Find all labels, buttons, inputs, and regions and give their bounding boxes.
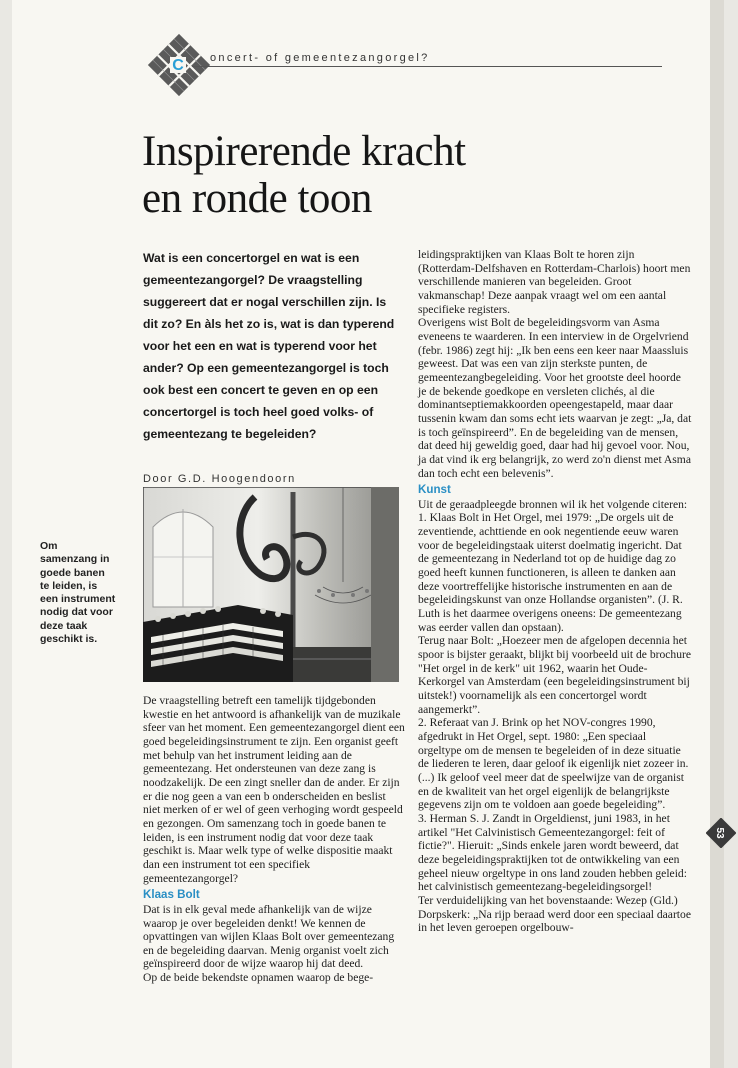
col2-paragraph: Terug naar Bolt: „Hoezeer men de afgelopen decennia het spoor is bijster geraakt, blijkt bij voorbeeld uit de brochure "Het orgel in de kerk" uit 1962, waarin het Oude-Kerkorgel van Amsterdam (een begeleidingsinstrument bij uitstek!) voornamelijk als een concertorgel wordt aangemerkt”. [418,634,692,716]
svg-text:C: C [172,57,184,74]
col2-paragraph: 1. Klaas Bolt in Het Orgel, mei 1979: „De orgels uit de zeventiende, achttiende en ook negentiende eeuw waren voor de begeleidingstaak uiterst doelmatig ingericht. Dat de gemeentezang in Nederland tot op de huidige dag zo goed heeft kunnen functioneren, is alleen te danken aan deze voortreffelijke historische instrumenten en aan de begeleidingskunst van onze Hollandse organisten”. (J. R. Luth is het daarmee overigens oneens: De gemeentezang was eerder vallen dan opstaan). [418,511,683,634]
section-title: oncert- of gemeentezangorgel? [210,52,430,64]
col2-paragraph: Ter verduidelijking van het bovenstaande: Wezep (Gld.) Dorpskerk: „Na rijp beraad werd door een speciaal daartoe in het leven geroepen orgelbouw- [418,893,691,935]
section-logo-icon [140,30,218,100]
col2-paragraph: leidingspraktijken van Klaas Bolt te horen zijn (Rotterdam-Delfshaven en Rotterdam-Charlois) hoort men verschillende manieren van begeleiden. Groot vakmanschap! Deze aanpak vraagt wel om een aantal specifieke registers. [418,248,691,316]
svg-text:53: 53 [714,827,725,839]
subhead-klaas-bolt: Klaas Bolt [143,888,200,902]
page-edge-shadow [710,0,724,1068]
col2-paragraph: 3. Herman S. J. Zandt in Orgeldienst, juni 1983, in het artikel "Het Calvinistisch Gemeentezangorgel: feit of fictie?". Hieruit: „Sinds enkele jaren wordt beweerd, dat deze begeleidingspraktijken tot de ontwikkeling van een geheel nieuw orgeltype in ons land zouden hebben geleid: het calvinistisch gemeentezang-begeleidingsorgel! [418,811,687,894]
col1-paragraph: Dat is in elk geval mede afhankelijk van de wijze waarop je over begeleiden denkt! We kennen de opvattingen van wijlen Klaas Bolt over gemeentezang en de begeleiding daarvan. Menig organist voelt zich geïnspireerd door de wijze waarop hij dat deed. [143,902,395,971]
col1-paragraph: De vraagstelling betreft een tamelijk tijdgebonden kwestie en het antwoord is afhankelijk van de muzikale sfeer van het moment. Een gemeentezangorgel dient een goed begeleidingsinstrument te zijn. Een organist geeft met behulp van het instrument leiding aan de gemeentezang. Het ondersteunen van deze zang is noodzakelijk. De een zingt sneller dan de ander. Er zijn er die nog geen a van een b onderscheiden en beslist niet merken of er wel of geen verhoging wordt gespeeld en gezongen. Om samenzang toch in goede banen te leiden, is een instrument nodig dat voor deze taak geschikt is. Maar welk type of welke dispositie maakt dan een instrument tot een specifiek gemeentezangorgel? [143,694,405,885]
col2-paragraph: Uit de geraadpleegde bronnen wil ik het volgende citeren: [418,497,688,511]
column-2 [418,248,692,935]
col1-paragraph: Op de beide bekendste opnamen waarop de bege- [143,971,374,985]
column-1 [143,694,405,985]
title-line-1: Inspirerende kracht [142,128,466,175]
byline: Door G.D. Hoogendoorn [143,473,399,488]
header-rule [192,66,662,67]
page-number-badge [706,818,736,848]
intro-paragraph: Wat is een concertorgel en wat is een gemeentezangorgel? De vraagstelling suggereert dat er nogal verschillen zijn. Is dit zo? En àls het zo is, wat is dan typerend voor het een en wat is typerend voor het ander? Op een gemeentezangorgel is toch ook best een concert te geven en op een concertorgel is toch heel goed volks- of gemeentezang te begeleiden? [143,251,395,441]
col2-paragraph: Overigens wist Bolt de begeleidingsvorm van Asma eveneens te waarderen. In een interview in de Orgelvriend (febr. 1986) zegt hij: „Ik ben eens een keer naar Maassluis geweest. Dat was een van zijn sterkste punten, de gemeentezangbegeleiding. Voor het grootste deel hoorde je de bekende goedkope en versleten clichés, al die dominantseptiemakkoorden opeengestapeld, maar daar tussenin kwam dan soms echt iets waarvan je zegt: „Ja, dat is toch geïnspireerd”. En de begeleiding van de mensen, dat deed hij geweldig goed, daar had hij gevoel voor. Nou, ja dat vind ik erg belangrijk, zo werd zo'n dienst met Asma dan toch echt een belevenis”. [418,316,692,480]
title-line-2: en ronde toon [142,175,372,222]
photo-caption: Om samenzang in goede banen te leiden, is een instrument nodig dat voor deze taak geschikt is. [40,540,116,646]
col2-paragraph: 2. Referaat van J. Brink op het NOV-congres 1990, afgedrukt in Het Orgel, sept. 1980: „Een speciaal orgeltype om de mensen te begeleiden of in deze situatie de liederen te leren, daar geloof ik eigenlijk niet zozeer in. (...) Ik geloof veel meer dat de speelwijze van de organist en de kwaliteit van het orgel eigenlijk de belangrijkste gegevens zijn om te voldoen aan goede begeleiding”. [418,716,689,812]
organ-console-photo [143,487,399,682]
subhead-kunst: Kunst [418,483,451,497]
article-title [142,128,466,222]
